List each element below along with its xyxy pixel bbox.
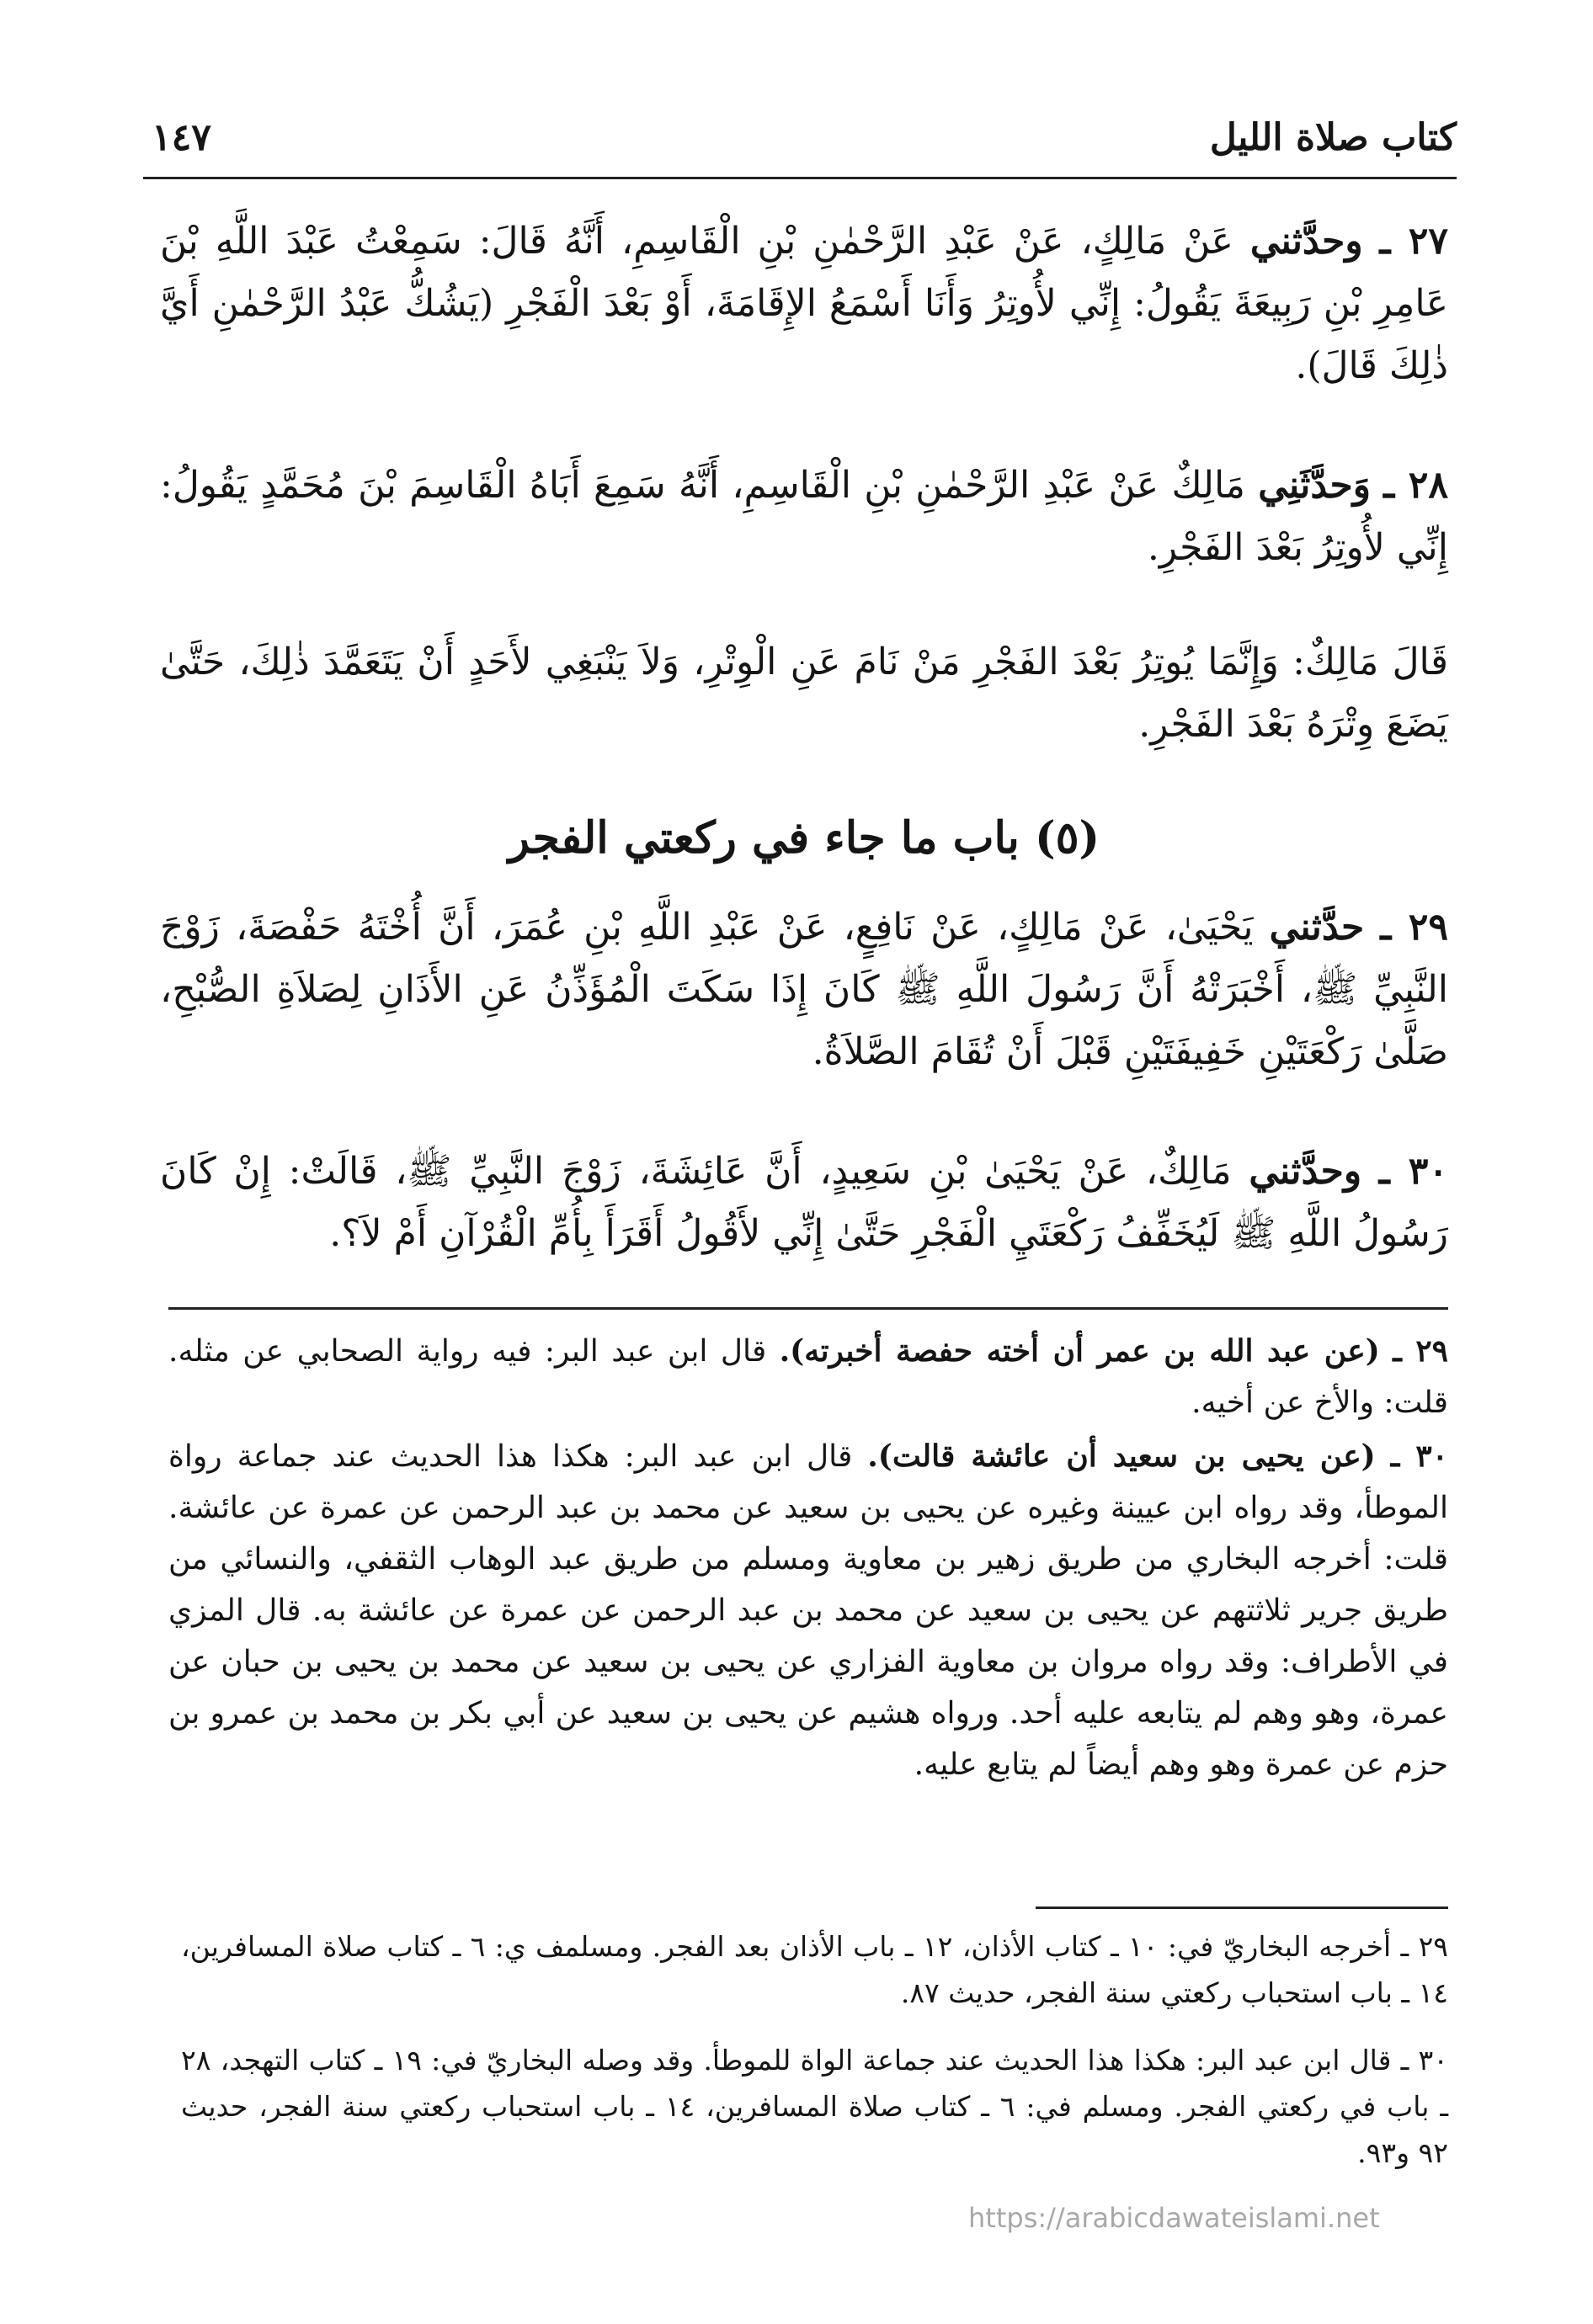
commentary-29: [168, 1326, 1448, 1428]
ref-text: قال ابن عبد البر: هكذا هذا الحديث عند جماعة الواة للموطأ. وقد وصله البخاريّ في: ١٩ ـ كتاب التهجد، ٢٨ ـ باب في ركعتي الفجر. ومسلم في: ٦ ـ كتاب صلاة المسافرين، ١٤ ـ باب استحباب ركعتي سنة الفجر، حديث ٩٢ و٩٣.: [181, 2044, 1448, 2169]
hadith-text: عَنْ مَالِكٍ، عَنْ عَبْدِ الرَّحْمٰنِ بْنِ الْقَاسِمِ، أَنَّهُ قَالَ: سَمِعْتُ عَبْدَ اللَّهِ بْنَ عَامِرِ بْنِ رَبِيعَةَ يَقُولُ: إِنِّي لأُوتِرُ وَأَنَا أَسْمَعُ الإِقَامَةَ، أَوْ بَعْدَ الْفَجْرِ (يَشُكُّ عَبْدُ الرَّحْمٰنِ أَيَّ ذٰلِكَ قَالَ).: [160, 220, 1448, 387]
hadith-text: مَالِكٌ عَنْ عَبْدِ الرَّحْمٰنِ بْنِ الْقَاسِمِ، أَنَّهُ سَمِعَ أَبَاهُ الْقَاسِمَ بْنَ مُحَمَّدٍ يَقُولُ: إِنِّي لأُوتِرُ بَعْدَ الفَجْرِ.: [160, 464, 1448, 569]
malik-statement: قَالَ مَالِكٌ: وَإِنَّمَا يُوتِرُ بَعْدَ الفَجْرِ مَنْ نَامَ عَنِ الْوِتْرِ، وَلاَ يَنْبَغِي لأَحَدٍ أَنْ يَتَعَمَّدَ ذٰلِكَ، حَتَّىٰ يَضَعَ وِتْرَهُ بَعْدَ الفَجْرِ.: [160, 641, 1448, 746]
ref-number: ٣٠ ـ: [1400, 2044, 1448, 2077]
hadith-lead: حدَّثني: [1269, 906, 1365, 949]
note-text: قال ابن عبد البر: فيه رواية الصحابي عن مثله. قلت: والأخ عن أخيه.: [168, 1334, 1448, 1420]
watermark-url: https://arabicdawateislami.net: [968, 2202, 1380, 2234]
hadith-number: ٣٠ ـ: [1378, 1150, 1448, 1193]
page-header: [143, 108, 1457, 175]
note-text: قال ابن عبد البر: هكذا هذا الحديث عند جماعة رواة الموطأ، وقد رواه ابن عيينة وغيره عن يحيى بن سعيد عن محمد بن عبد الرحمن عن عمرة عن عائشة. قلت: أخرجه البخاري من طريق زهير بن معاوية ومسلم من طريق عبد الوهاب الثقفي، والنسائي من طريق جرير ثلاثتهم عن يحيى بن سعيد عن محمد بن عبد الرحمن عن عمرة عن عائشة به. قال المزي في الأطراف: وقد رواه مروان بن معاوية الفزاري عن يحيى بن سعيد عن محمد بن يحيى بن حبان عن عمرة، وهو وهم لم يتابعه عليه أحد. ورواه هشيم عن يحيى بن سعيد عن أبي بكر بن محمد بن عمرو بن حزم عن عمرة وهو وهم أيضاً لم يتابع عليه.: [168, 1439, 1449, 1782]
book-title: كتاب صلاة الليل: [1209, 116, 1457, 159]
hadith-lead: وحدَّثني: [1249, 1150, 1362, 1193]
ref-text: أخرجه البخاريّ في: ١٠ ـ كتاب الأذان، ١٢ ـ باب الأذان بعد الفجر. ومسلمف ي: ٦ ـ كتاب صلاة المسافرين، ١٤ ـ باب استحباب ركعتي سنة الفجر، حديث ٨٧.: [181, 1930, 1448, 2009]
hadith-lead: وَحدَّثَنِي: [1258, 464, 1371, 507]
hadith-number: ٢٩ ـ: [1380, 906, 1448, 949]
page-number: ١٤٧: [152, 116, 211, 159]
hadith-number: ٢٨ ـ: [1383, 464, 1448, 507]
note-heading: (عن عبد الله بن عمر أن أخته حفصة أخبرته).: [779, 1333, 1380, 1369]
hadith-lead: وحدَّثني: [1249, 220, 1363, 263]
note-heading: (عن يحيى بن سعيد أن عائشة قالت).: [867, 1439, 1376, 1474]
hadith-number: ٢٧ ـ: [1379, 220, 1448, 263]
hadith-text: يَحْيَىٰ، عَنْ مَالِكٍ، عَنْ نَافِعٍ، عَنْ عَبْدِ اللَّهِ بْنِ عُمَرَ، أَنَّ أُخْتَهُ حَفْصَةَ، زَوْجَ النَّبِيِّ ﷺ، أَخْبَرَتْهُ أَنَّ رَسُولَ اللَّهِ ﷺ كَانَ إِذَا سَكَتَ الْمُؤَذِّنُ عَنِ الأَذَانِ لِصَلاَةِ الصُّبْحِ، صَلَّىٰ رَكْعَتَيْنِ خَفِيفَتَيْنِ قَبْلَ أَنْ تُقَامَ الصَّلاَةُ.: [160, 906, 1448, 1073]
chapter-title: (٥) باب ما جاء في ركعتي الفجر: [508, 812, 1100, 864]
commentary-rule: [168, 1307, 1448, 1310]
hadith-27: [160, 210, 1448, 397]
hadith-30: [160, 1141, 1448, 1265]
reference-29: [181, 1923, 1448, 2016]
reference-30: [181, 2037, 1448, 2176]
header-rule: [143, 177, 1457, 179]
references-rule: [1036, 1907, 1448, 1909]
note-number: ٢٩ ـ: [1393, 1333, 1448, 1369]
hadith-text: مَالِكٌ، عَنْ يَحْيَىٰ بْنِ سَعِيدٍ، أَنَّ عَائِشَةَ، زَوْجَ النَّبِيِّ ﷺ، قَالَتْ: إِنْ كَانَ رَسُولُ اللَّهِ ﷺ لَيُخَفِّفُ رَكْعَتَيِ الْفَجْرِ حَتَّىٰ إِنِّي لأَقُولُ أَقَرَأَ بِأُمِّ الْقُرْآنِ أَمْ لاَ؟.: [160, 1150, 1448, 1255]
hadith-29: [160, 896, 1448, 1083]
commentary-30: [168, 1431, 1448, 1790]
note-number: ٣٠ ـ: [1390, 1439, 1448, 1474]
ref-number: ٢٩ ـ: [1400, 1930, 1449, 1963]
hadith-28: [160, 455, 1448, 579]
